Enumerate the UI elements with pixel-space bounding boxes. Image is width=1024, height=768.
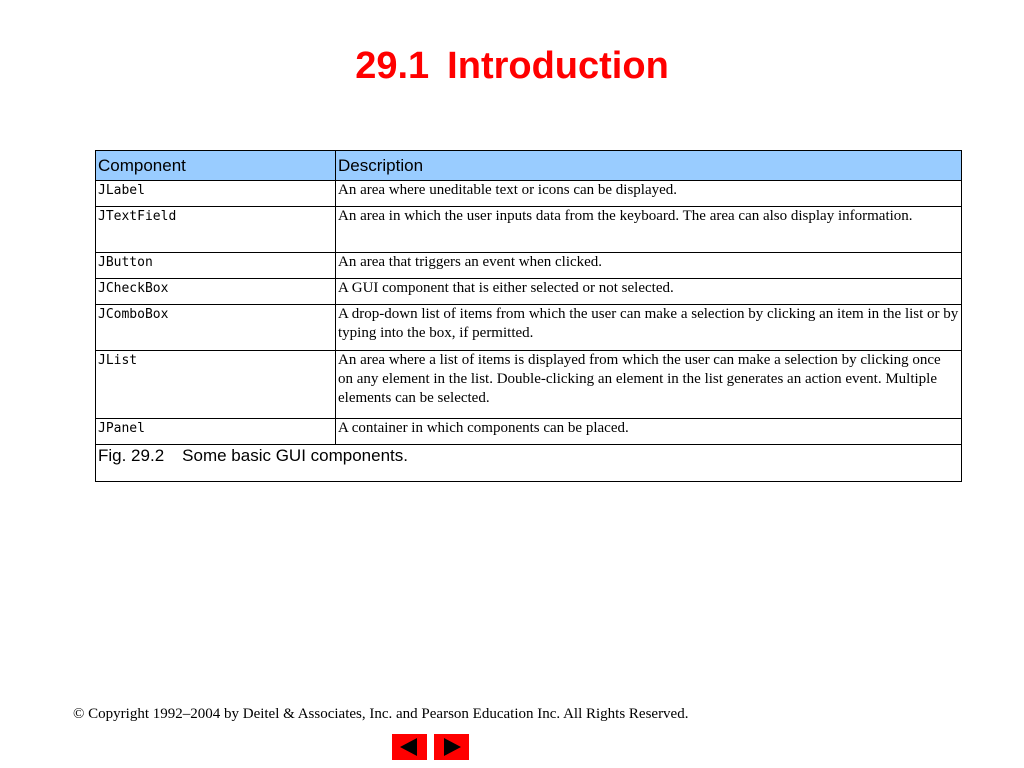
- figure-number: Fig. 29.2: [98, 446, 165, 465]
- slide-title: [0, 40, 1024, 92]
- table-row: [96, 207, 962, 253]
- table-row: [96, 419, 962, 445]
- copyright-notice: © Copyright 1992–2004 by Deitel & Associates, Inc. and Pearson Education Inc. All Rights Reserved.: [73, 706, 689, 722]
- table-row: [96, 351, 962, 419]
- component-description: An area that triggers an event when clicked.: [336, 253, 962, 279]
- component-description: An area in which the user inputs data from the keyboard. The area can also display information.: [336, 207, 962, 253]
- component-name: JComboBox: [96, 305, 336, 351]
- table-row: [96, 253, 962, 279]
- component-description: An area where a list of items is displayed from which the user can make a selection by clicking once on any element in the list. Double-clicking an element in the list generates an action event. Multiple elements can be selected.: [336, 351, 962, 419]
- triangle-right-icon: [434, 734, 469, 760]
- component-name: JCheckBox: [96, 279, 336, 305]
- component-description: A GUI component that is either selected or not selected.: [336, 279, 962, 305]
- previous-slide-button[interactable]: [392, 734, 427, 760]
- column-header-component: Component: [96, 151, 336, 181]
- component-name: JLabel: [96, 181, 336, 207]
- table-row: [96, 305, 962, 351]
- column-header-description: Description: [336, 151, 962, 181]
- component-name: JList: [96, 351, 336, 419]
- section-title: Introduction: [447, 45, 669, 87]
- next-slide-button[interactable]: [434, 734, 469, 760]
- table-row: [96, 279, 962, 305]
- triangle-left-icon: [392, 734, 427, 760]
- table-row: [96, 181, 962, 207]
- component-description: A drop-down list of items from which the user can make a selection by clicking an item in the list or by typing into the box, if permitted.: [336, 305, 962, 351]
- component-name: JButton: [96, 253, 336, 279]
- table-header-row: [96, 151, 962, 181]
- section-number: 29.1: [355, 45, 430, 87]
- component-description: An area where uneditable text or icons can be displayed.: [336, 181, 962, 207]
- component-name: JTextField: [96, 207, 336, 253]
- component-description: A container in which components can be placed.: [336, 419, 962, 445]
- figure-caption: [96, 445, 962, 482]
- caption-row: [96, 445, 962, 482]
- figure-caption-text: Some basic GUI components.: [182, 446, 408, 465]
- component-name: JPanel: [96, 419, 336, 445]
- components-table: [95, 150, 962, 482]
